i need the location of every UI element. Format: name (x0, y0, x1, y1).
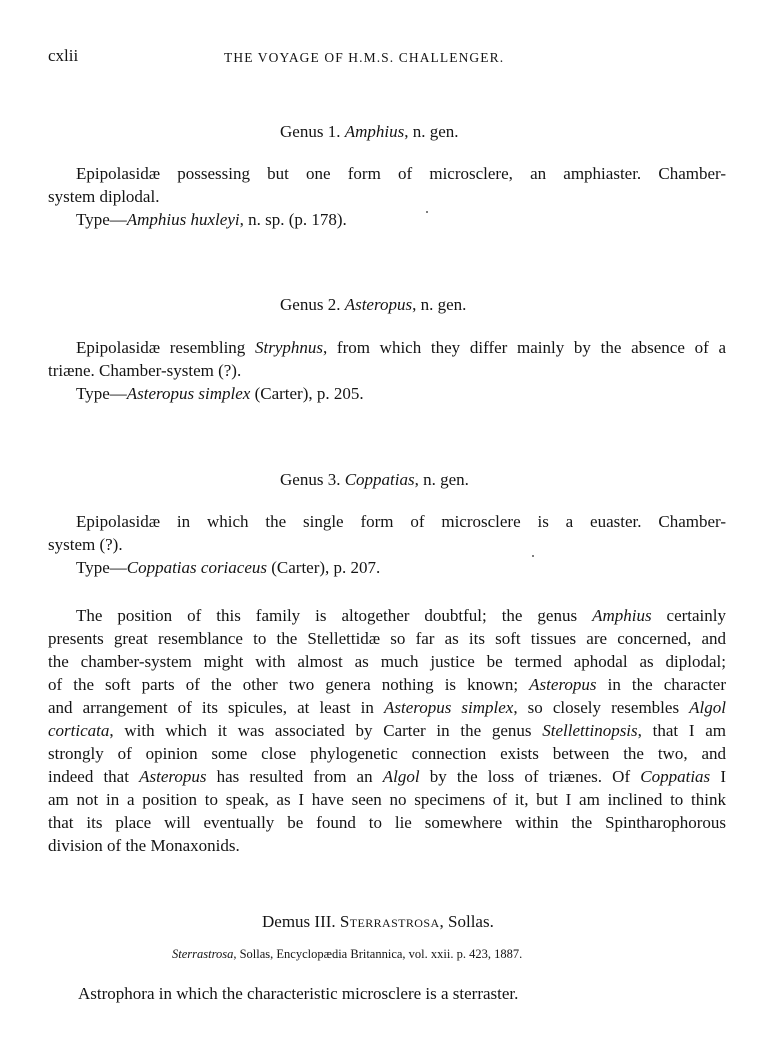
scan-speck (426, 211, 428, 213)
d-l5a: and arrangement of its spicules, at least in (48, 698, 384, 717)
d-l6a: corticata (48, 721, 110, 740)
genus-1-suffix: , n. gen. (404, 122, 459, 141)
discussion-line-4 (48, 673, 726, 696)
genus-2-type (76, 384, 364, 404)
demus-citation (172, 947, 522, 962)
d-l5c: , so closely resembles (513, 698, 690, 717)
d-l8e: by the loss of triænes. Of (419, 767, 641, 786)
discussion-line-7: strongly of opinion some close phylogenetic connection exists between the two, and (48, 744, 726, 763)
d-l5b: Asteropus simplex (383, 698, 514, 717)
genus-3-type-suffix: (Carter), p. 207. (267, 558, 381, 577)
d-l4c: in the character (596, 675, 726, 694)
demus-cite-rest: , Sollas, Encyclopædia Britannica, vol. xxii. p. 423, 1887. (233, 947, 523, 961)
d-l1a: The position of this family is altogether doubtful; the genus (76, 606, 593, 625)
discussion-line-9: am not in a position to speak, as I have seen no specimens of it, but I am inclined to think (48, 790, 726, 809)
genus-3-number: Genus 3. (280, 470, 341, 489)
demus-name: Sterrastrosa (339, 912, 440, 931)
genus-2-desc-c: , from which they differ mainly by the absence of a (322, 338, 726, 357)
discussion-line-2: presents great resemblance to the Stellettidæ so far as its soft tissues are concerned, and (48, 629, 726, 648)
genus-3-description (48, 510, 726, 556)
genus-1-type (76, 210, 347, 230)
demus-cite-name: Sterrastrosa (172, 947, 234, 961)
genus-3-heading (280, 470, 469, 490)
genus-2-number: Genus 2. (280, 295, 341, 314)
discussion-paragraph (48, 604, 726, 857)
genus-2-type-suffix: (Carter), p. 205. (250, 384, 364, 403)
running-title: THE VOYAGE OF H.M.S. CHALLENGER. (224, 50, 505, 65)
d-l6b: , with which it was associated by Carter in the genus (109, 721, 543, 740)
page-number: cxlii (48, 46, 79, 65)
demus-definition: Astrophora in which the characteristic microsclere is a sterraster. (78, 984, 519, 1003)
genus-3-desc-line-2: system (?). (48, 535, 123, 554)
genus-2-desc-line-1 (48, 336, 726, 359)
discussion-line-11: division of the Monaxonids. (48, 836, 240, 855)
genus-2-desc-line-2: triæne. Chamber-system (?). (48, 361, 242, 380)
demus-prefix: Demus III. (262, 912, 340, 931)
genus-1-type-prefix: Type— (76, 210, 127, 229)
genus-1-desc-line-1: Epipolasidæ possessing but one form of microsclere, an amphiaster. Chamber- (76, 164, 726, 183)
genus-1-description (48, 162, 726, 208)
d-l8g: I (710, 767, 726, 786)
d-l4a: of the soft parts of the other two genera nothing is known; (48, 675, 530, 694)
genus-3-suffix: , n. gen. (414, 470, 469, 489)
genus-1-heading (280, 122, 459, 142)
discussion-line-8 (48, 765, 726, 788)
d-l8b: Asteropus (139, 767, 207, 786)
d-l4b: Asteropus (529, 675, 597, 694)
genus-2-description (48, 336, 726, 382)
d-l8a: indeed that (48, 767, 140, 786)
discussion-line-5 (48, 696, 726, 719)
d-l8f: Coppatias (640, 767, 711, 786)
genus-3-type-species: Coppatias coriaceus (126, 558, 267, 577)
genus-1-desc-line-2: system diplodal. (48, 187, 160, 206)
d-l1b: Amphius (592, 606, 652, 625)
genus-1-type-suffix: , n. sp. (p. 178). (239, 210, 347, 229)
genus-2-name: Asteropus (344, 295, 413, 314)
genus-3-type-prefix: Type— (76, 558, 127, 577)
genus-1-number: Genus 1. (280, 122, 341, 141)
discussion-line-1 (48, 604, 726, 627)
discussion-line-6 (48, 719, 726, 742)
discussion-line-10: that its place will eventually be found to lie somewhere within the Spintharophorous (48, 813, 726, 832)
genus-2-desc-a: Epipolasidæ resembling (76, 338, 255, 357)
genus-2-desc-genus: Stryphnus (254, 338, 323, 357)
demus-heading (262, 912, 494, 932)
d-l6c: Stellettinopsis (542, 721, 638, 740)
d-l6d: , that I am (637, 721, 727, 740)
d-l8d: Algol (382, 767, 420, 786)
discussion-line-3: the chamber-system might with almost as much justice be termed aphodal as diplodal; (48, 652, 726, 671)
d-l1c: certainly (651, 606, 726, 625)
genus-2-heading (280, 295, 466, 315)
genus-2-suffix: , n. gen. (412, 295, 467, 314)
genus-3-desc-line-1: Epipolasidæ in which the single form of microsclere is a euaster. Chamber- (76, 512, 726, 531)
d-l5d: Algol (689, 698, 726, 717)
genus-3-type (76, 558, 380, 578)
genus-2-type-species: Asteropus simplex (126, 384, 251, 403)
demus-suffix: , Sollas. (439, 912, 494, 931)
d-l8c: has resulted from an (206, 767, 383, 786)
genus-2-type-prefix: Type— (76, 384, 127, 403)
genus-3-name: Coppatias (344, 470, 415, 489)
genus-1-name: Amphius (344, 122, 405, 141)
scan-speck (532, 555, 534, 557)
genus-1-type-species: Amphius huxleyi (126, 210, 240, 229)
